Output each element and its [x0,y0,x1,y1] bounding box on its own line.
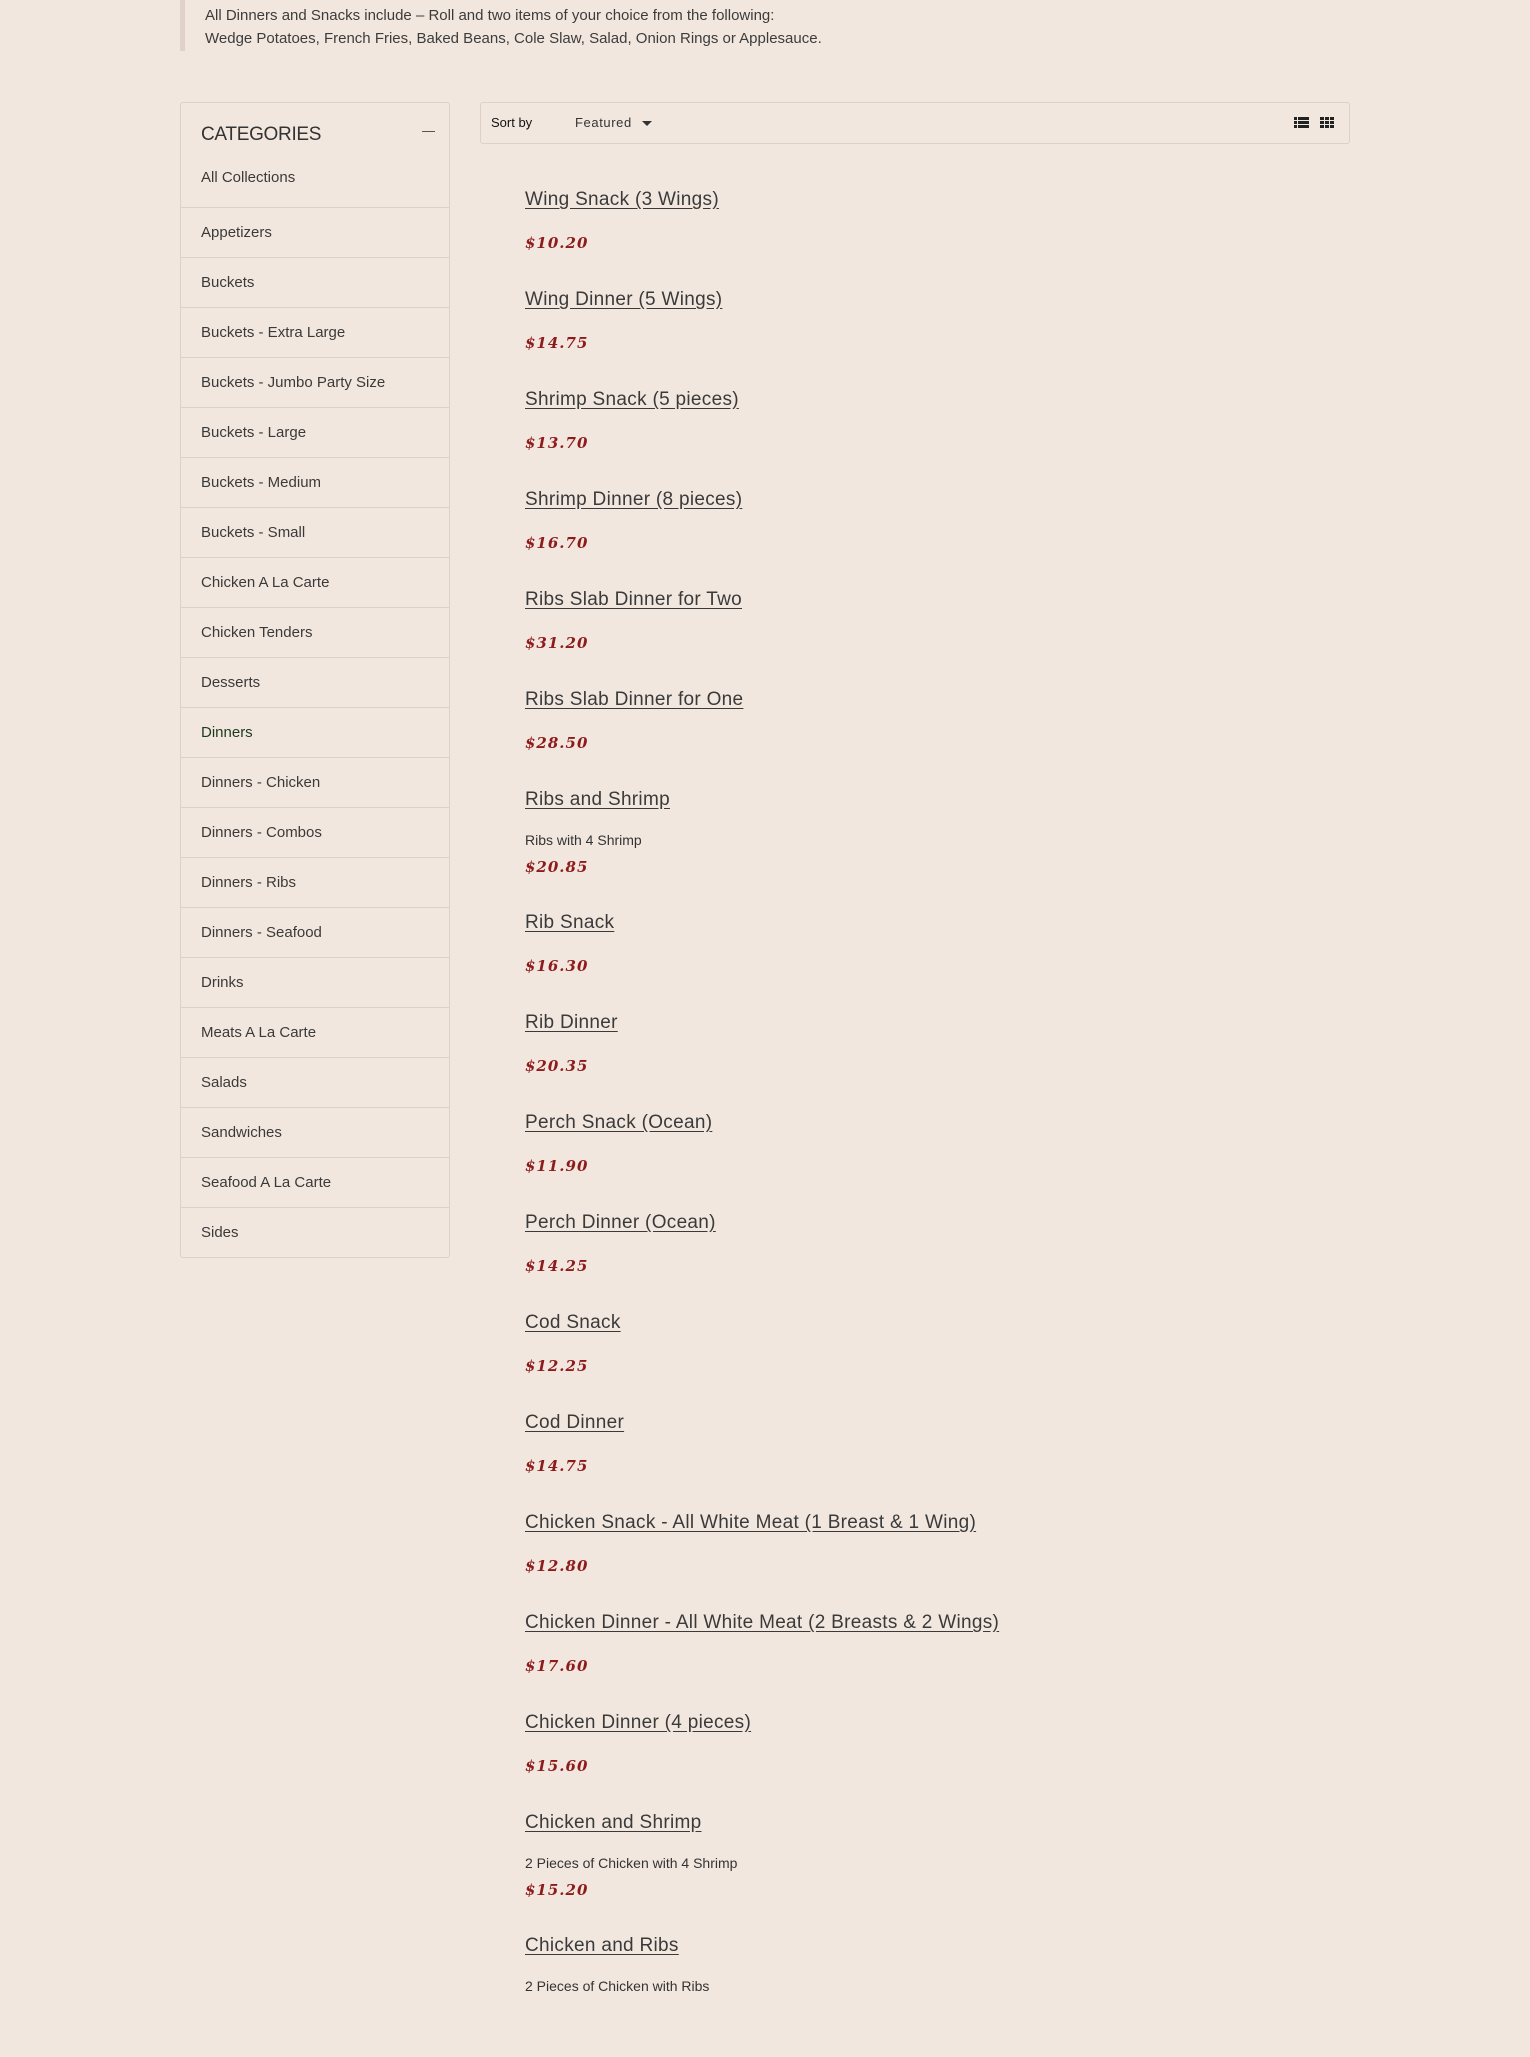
categories-title: CATEGORIES [201,124,322,145]
product-item [525,1011,1325,1111]
sort-label: Sort by [491,115,533,130]
sidebar-item-meats-a-la-carte[interactable]: Meats A La Carte [181,1008,449,1058]
product-price: $14.75 [525,334,589,352]
product-price: $20.85 [525,858,589,876]
sidebar-item-sides[interactable]: Sides [201,1224,239,1241]
sidebar-item-dinners-ribs[interactable]: Dinners - Ribs [181,858,449,908]
product-item [525,288,1325,388]
product-title-link[interactable]: Ribs and Shrimp [525,789,670,810]
product-item [525,388,1325,488]
product-description: 2 Pieces of Chicken with 4 Shrimp [525,1855,738,1871]
product-item [525,1311,1325,1411]
product-item [525,488,1325,588]
sidebar-item-chicken-a-la-carte[interactable]: Chicken A La Carte [181,558,449,608]
product-price: $10.20 [525,234,589,252]
sidebar-item-buckets[interactable]: Buckets [181,258,449,308]
list-view-icon[interactable] [1294,116,1309,129]
product-title-link[interactable]: Rib Snack [525,912,615,933]
sidebar-item-appetizers[interactable]: Appetizers [181,208,449,258]
product-item [525,1111,1325,1211]
product-item [525,1711,1325,1811]
notice-line-1: All Dinners and Snacks include – Roll and two items of your choice from the following: [205,7,775,24]
product-title-link[interactable]: Chicken and Ribs [525,1935,679,1956]
sidebar-item-dinners[interactable]: Dinners [181,708,449,758]
product-title-link[interactable]: Cod Snack [525,1312,621,1333]
product-title-link[interactable]: Chicken and Shrimp [525,1812,702,1833]
product-title-link[interactable]: Chicken Snack - All White Meat (1 Breast & 1 Wing) [525,1512,977,1533]
product-title-link[interactable]: Rib Dinner [525,1012,618,1033]
product-price: $12.80 [525,1557,589,1575]
sidebar-item-seafood-a-la-carte[interactable]: Seafood A La Carte [181,1158,449,1208]
product-description: Ribs with 4 Shrimp [525,832,642,848]
sidebar-item-chicken-tenders[interactable]: Chicken Tenders [181,608,449,658]
product-price: $15.60 [525,1757,589,1775]
product-item [525,1934,1325,2057]
product-item [525,1511,1325,1611]
product-title-link[interactable]: Ribs Slab Dinner for One [525,689,744,710]
sidebar-item-buckets-extra-large[interactable]: Buckets - Extra Large [181,308,449,358]
product-price: $14.25 [525,1257,589,1275]
product-price: $13.70 [525,434,589,452]
collection-toolbar [480,102,1350,144]
sidebar-item-buckets-medium[interactable]: Buckets - Medium [181,458,449,508]
dinner-notice [180,0,980,51]
category-list [181,160,449,1258]
product-price: $16.30 [525,957,589,975]
product-price: $17.60 [525,1657,589,1675]
sort-value: Featured [575,115,632,130]
product-price: $28.50 [525,734,589,752]
product-price: $16.70 [525,534,589,552]
product-item [525,1811,1325,1934]
product-item [525,1211,1325,1311]
sidebar-item-buckets-small[interactable]: Buckets - Small [181,508,449,558]
sidebar-item-sandwiches[interactable]: Sandwiches [181,1108,449,1158]
sidebar-item-desserts[interactable]: Desserts [181,658,449,708]
product-price: $31.20 [525,634,589,652]
product-price: $20.35 [525,1057,589,1075]
product-title-link[interactable]: Shrimp Snack (5 pieces) [525,389,739,410]
sidebar-item-dinners-seafood[interactable]: Dinners - Seafood [181,908,449,958]
product-title-link[interactable]: Wing Dinner (5 Wings) [525,289,723,310]
chevron-down-icon [642,121,652,126]
product-price: $15.20 [525,1881,589,1899]
sidebar-item-drinks[interactable]: Drinks [181,958,449,1008]
sidebar-item-dinners-chicken[interactable]: Dinners - Chicken [181,758,449,808]
product-title-link[interactable]: Wing Snack (3 Wings) [525,189,719,210]
product-list [525,188,1325,2057]
collapse-icon[interactable] [422,131,435,132]
categories-sidebar [180,102,450,1258]
product-item [525,588,1325,688]
product-title-link[interactable]: Perch Dinner (Ocean) [525,1212,716,1233]
sidebar-item-buckets-large[interactable]: Buckets - Large [181,408,449,458]
product-item [525,788,1325,911]
sidebar-item-salads[interactable]: Salads [181,1058,449,1108]
sidebar-item-buckets-jumbo-party-size[interactable]: Buckets - Jumbo Party Size [181,358,449,408]
product-item [525,1411,1325,1511]
categories-header[interactable] [181,103,449,160]
product-price: $11.90 [525,1157,589,1175]
product-item [525,1611,1325,1711]
product-item [525,188,1325,288]
product-title-link[interactable]: Perch Snack (Ocean) [525,1112,713,1133]
sidebar-item-all-collections[interactable]: All Collections [181,160,449,208]
product-title-link[interactable]: Chicken Dinner (4 pieces) [525,1712,752,1733]
product-price: $12.25 [525,1357,589,1375]
product-title-link[interactable]: Chicken Dinner - All White Meat (2 Breasts & 2 Wings) [525,1612,1000,1633]
grid-view-icon[interactable] [1320,116,1335,129]
product-title-link[interactable]: Cod Dinner [525,1412,625,1433]
sort-select[interactable] [567,109,660,137]
sidebar-item-dinners-combos[interactable]: Dinners - Combos [181,808,449,858]
product-price: $14.75 [525,1457,589,1475]
product-title-link[interactable]: Ribs Slab Dinner for Two [525,589,742,610]
product-description: 2 Pieces of Chicken with Ribs [525,1978,710,1994]
product-title-link[interactable]: Shrimp Dinner (8 pieces) [525,489,743,510]
notice-line-2: Wedge Potatoes, French Fries, Baked Beans, Cole Slaw, Salad, Onion Rings or Applesauce. [205,30,822,47]
product-item [525,688,1325,788]
product-item [525,911,1325,1011]
